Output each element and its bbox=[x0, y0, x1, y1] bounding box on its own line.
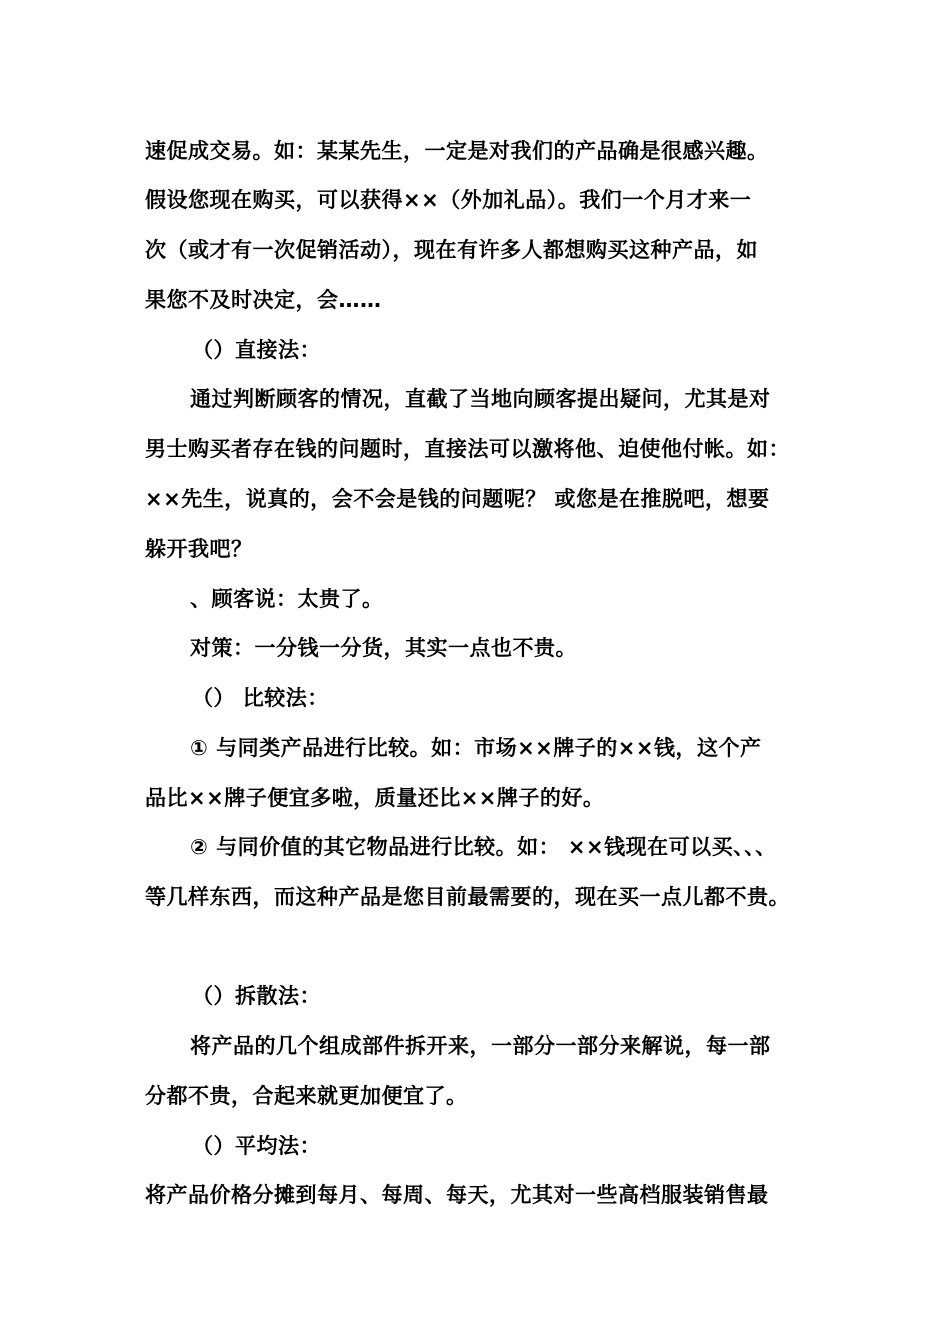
paragraph-line: ××先生，说真的，会不会是钱的问题呢？ 或您是在推脱吧，想要 bbox=[145, 487, 770, 511]
paragraph-line: 对策：一分钱一分货，其实一点也不贵。 bbox=[190, 636, 577, 660]
paragraph-line: 假设您现在购买，可以获得××（外加礼品）。我们一个月才来一 bbox=[145, 188, 752, 212]
section-heading-compare: （） 比较法： bbox=[192, 686, 329, 710]
objection-heading: 、顾客说：太贵了。 bbox=[190, 587, 384, 611]
paragraph-line: 次（或才有一次促销活动），现在有许多人都想购买这种产品，如 bbox=[145, 238, 758, 262]
section-heading-average: （）平均法： bbox=[192, 1134, 321, 1158]
paragraph-line: 等几样东西，而这种产品是您目前最需要的，现在买一点儿都不贵。 bbox=[145, 885, 790, 909]
section-heading-split: （）拆散法： bbox=[192, 984, 321, 1008]
paragraph-line: 果您不及时决定，会…… bbox=[145, 288, 382, 312]
list-item: ① 与同类产品进行比较。如：市场××牌子的××钱，这个产 bbox=[190, 736, 762, 760]
paragraph-line: 通过判断顾客的情况，直截了当地向顾客提出疑问，尤其是对 bbox=[190, 387, 771, 411]
paragraph-line: 躲开我吧？ bbox=[145, 537, 253, 561]
paragraph-line: 品比××牌子便宜多啦，质量还比××牌子的好。 bbox=[145, 786, 605, 810]
paragraph-line: 将产品价格分摊到每月、每周、每天，尤其对一些高档服装销售最 bbox=[145, 1183, 769, 1207]
list-item: ② 与同价值的其它物品进行比较。如： ××钱现在可以买、、、 bbox=[190, 835, 777, 859]
paragraph-line: 分都不贵，合起来就更加便宜了。 bbox=[145, 1084, 468, 1108]
paragraph-line: 将产品的几个组成部件拆开来，一部分一部分来解说，每一部 bbox=[190, 1034, 771, 1058]
paragraph-line: 速促成交易。如：某某先生，一定是对我们的产品确是很感兴趣。 bbox=[145, 139, 769, 163]
section-heading-direct: （）直接法： bbox=[192, 338, 321, 362]
paragraph-line: 男士购买者存在钱的问题时，直接法可以激将他、迫使他付帐。如： bbox=[145, 437, 790, 461]
